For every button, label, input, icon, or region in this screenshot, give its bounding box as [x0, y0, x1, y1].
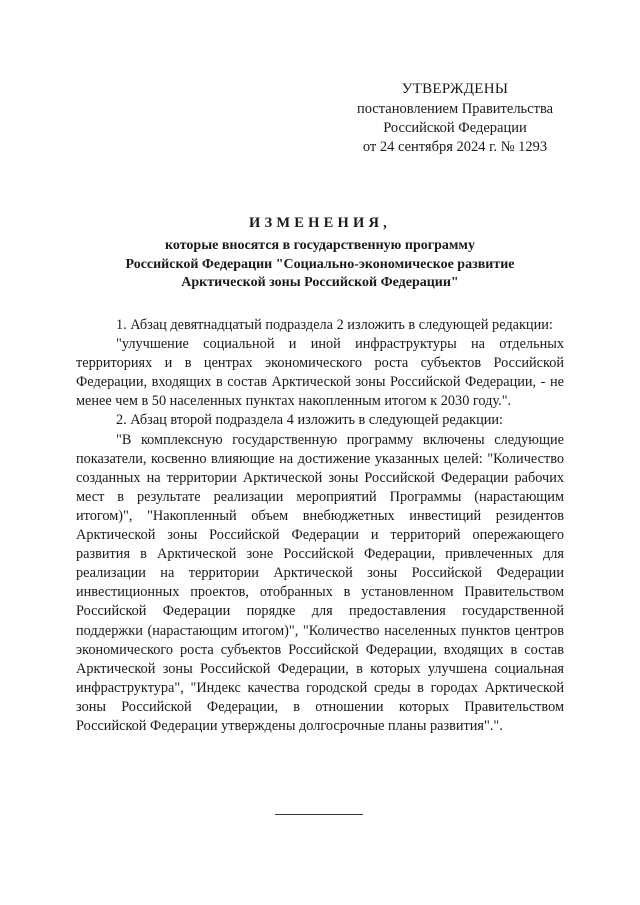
paragraph-2: "улучшение социальной и иной инфраструктуры на отдельных территориях и в центрах экономического роста субъектов Российской Федерации, входящих в состав Арктической зоны Российской Федерации, - не менее чем в 50 населенных пунктах накопленным итогом к 2030 году.". — [76, 336, 564, 410]
end-divider — [275, 814, 363, 815]
approval-block — [340, 80, 570, 157]
document-heading — [60, 214, 580, 293]
approval-line-3: от 24 сентября 2024 г. № 1293 — [362, 139, 548, 155]
heading-title: ИЗМЕНЕНИЯ, — [249, 215, 391, 231]
approval-title: УТВЕРЖДЕНЫ — [401, 81, 509, 97]
paragraph-4: "В комплексную государственную программу включены следующие показатели, косвенно влияющие на достижение указанных целей: "Количество созданных на территории Арктической зоны Российской Федерации рабочих мест в результате реализации мероприятий Программы (нарастающим итогом)", "Накопленный объем внебюджетных инвестиций резидентов Арктической зоны Российской Федерации и территорий опережающего развития в Арктической зоне Российской Федерации, привлеченных для реализации на территории Арктической зоны Российской Федерации инвестиционных проектов, отобранных в установленном Правительством Российской Федерации порядке для предоставления государственной поддержки (нарастающим итогом)", "Количество населенных пунктов центров экономического роста субъектов Российской Федерации, входящих в состав Арктической зоны Российской Федерации, в которых улучшена социальная инфраструктура", "Индекс качества городской среды в городах Арктической зоны Российской Федерации, в отношении которых Правительством Российской Федерации утверждены долгосрочные планы развития".". — [76, 431, 564, 734]
approval-line-1: постановлением Правительства — [356, 101, 554, 117]
document-body — [76, 316, 564, 736]
paragraph-3: 2. Абзац второй подраздела 4 изложить в следующей редакции: — [116, 412, 503, 429]
heading-subtitle-1: которые вносятся в государственную программу — [165, 238, 475, 253]
paragraph-1: 1. Абзац девятнадцатый подраздела 2 изложить в следующей редакции: — [116, 317, 553, 333]
heading-subtitle-3: Арктической зоны Российской Федерации" — [181, 275, 459, 290]
heading-subtitle-2: Российской Федерации "Социально-экономическое развитие — [125, 256, 515, 272]
approval-line-2: Российской Федерации — [383, 120, 527, 136]
